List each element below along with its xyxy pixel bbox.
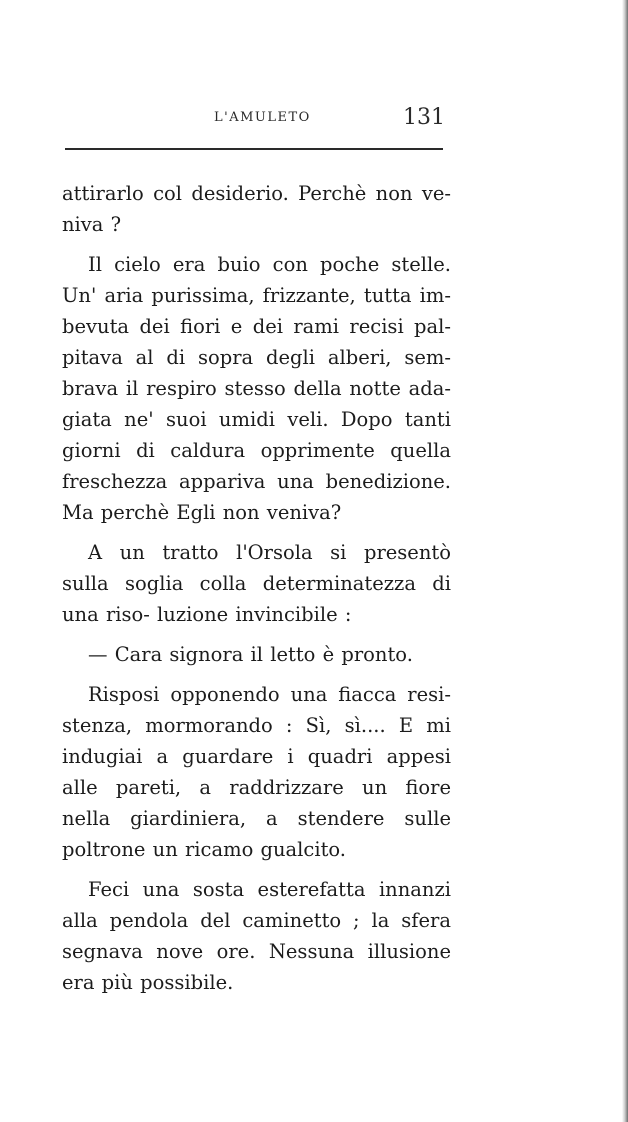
paragraph-4: — Cara signora il letto è pronto. bbox=[88, 643, 413, 666]
paragraph-3: A un tratto l'Orsola si presentò sulla soglia colla determinatezza di una riso- luzione invincibile : bbox=[62, 541, 451, 626]
body-text bbox=[62, 178, 451, 998]
paragraph-5: Risposi opponendo una fiacca resi- stenza, mormorando : Sì, sì.... E mi indugiai a guardare i quadri appesi alle pareti, a raddrizzare un fiore nella giardiniera, a stendere sulle poltrone un ricamo gualcito. bbox=[62, 683, 451, 861]
paragraph-6: Feci una sosta esterefatta innanzi alla pendola del caminetto ; la sfera segnava nove ore. Nessuna illusione era più possibile. bbox=[62, 878, 451, 994]
paragraph-1: attirarlo col desiderio. Perchè non ve- niva ? bbox=[62, 182, 451, 236]
header-title: L'AMULETO bbox=[214, 110, 311, 125]
paragraph-2: Il cielo era buio con poche stelle. Un' aria purissima, frizzante, tutta im- bevuta dei fiori e dei rami recisi pal- pitava al di sopra degli alberi, sem- brava il respiro stesso della notte ada- giata ne' suoi umidi veli. Dopo tanti giorni di caldura opprimente quella freschezza appariva una benedizione. Ma perchè Egli non veniva? bbox=[62, 253, 451, 524]
page-edge-shadow bbox=[622, 0, 628, 1122]
page-number: 131 bbox=[403, 105, 445, 130]
running-head bbox=[65, 105, 445, 139]
header-rule bbox=[65, 148, 443, 150]
